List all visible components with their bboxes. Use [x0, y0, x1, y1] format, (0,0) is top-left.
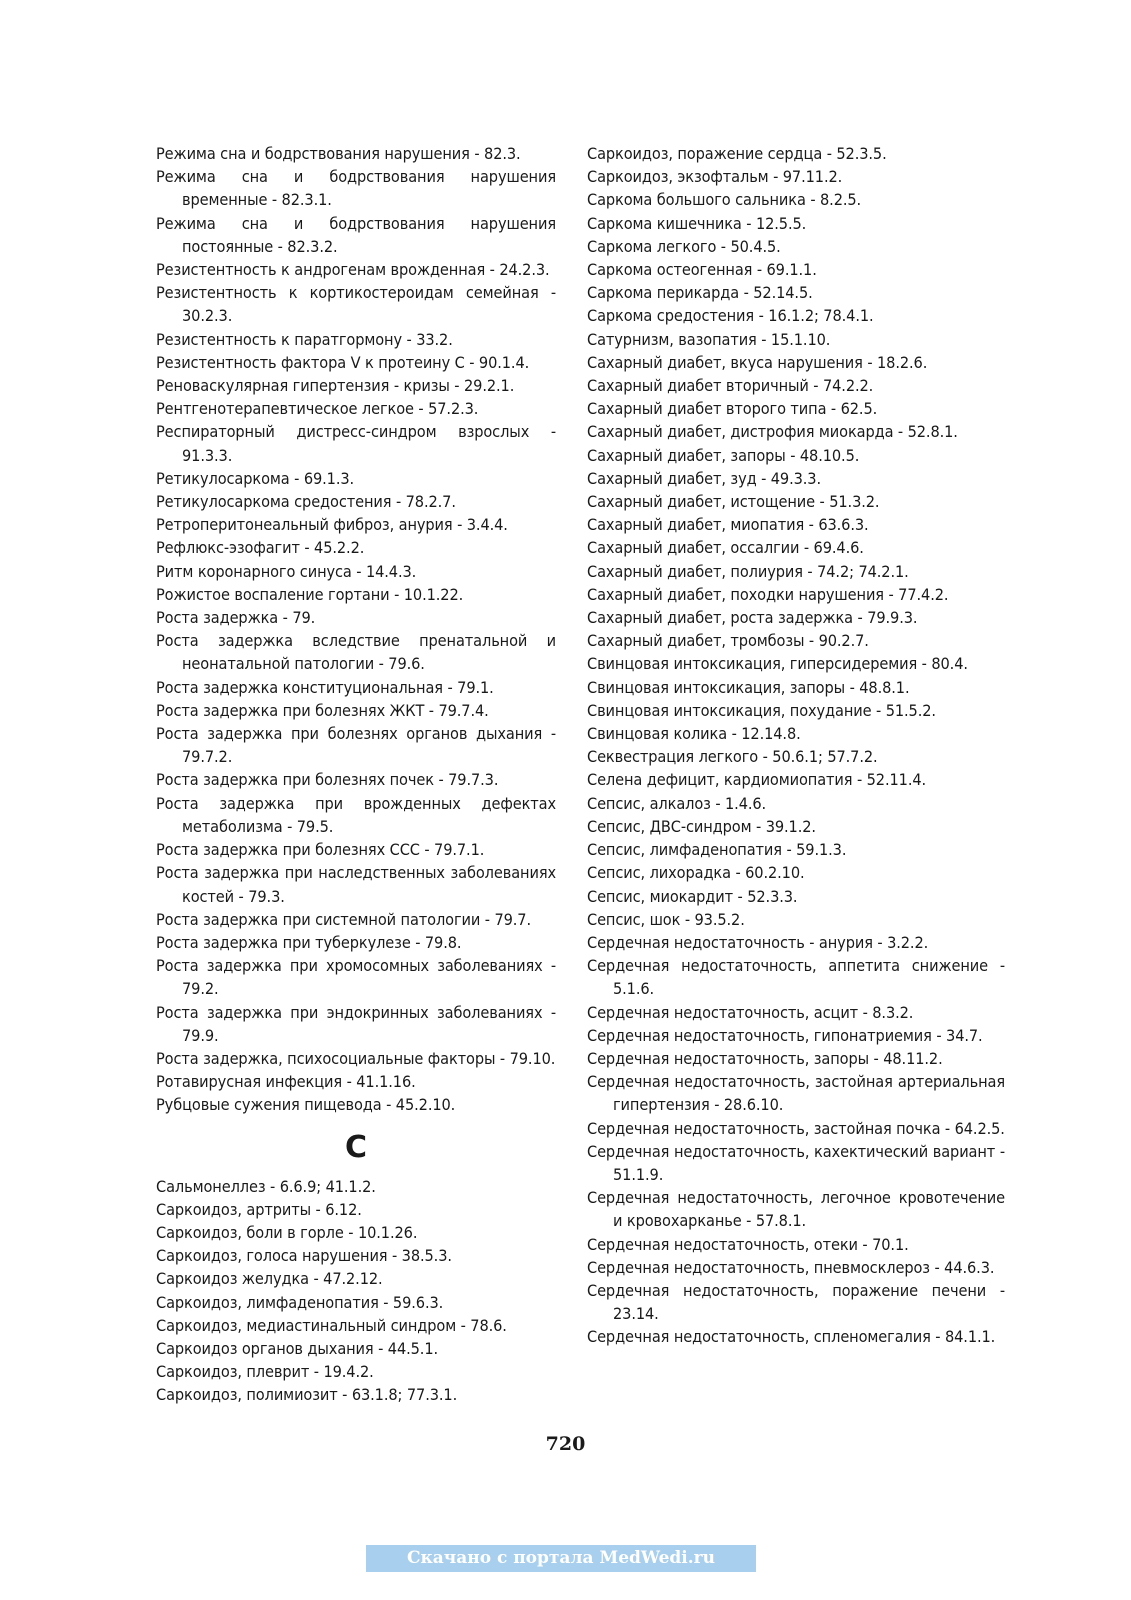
index-entry: Секвестрация легкого - 50.6.1; 57.7.2.	[587, 747, 878, 767]
index-entry: Свинцовая интоксикация, запоры - 48.8.1.	[587, 677, 910, 697]
index-entry: Сердечная недостаточность, отеки - 70.1.	[587, 1234, 909, 1254]
index-entry: Режима сна и бодрствования нарушения временные - 82.3.1.	[156, 167, 556, 210]
index-entry: Сахарный диабет, вкуса нарушения - 18.2.6.	[587, 352, 928, 372]
index-entry: Саркоидоз желудка - 47.2.12.	[156, 1269, 383, 1289]
index-entry: Сердечная недостаточность, поражение печени - 23.14.	[587, 1280, 1005, 1324]
index-entry: Роста задержка конституциональная - 79.1.	[156, 677, 494, 697]
index-entry: Саркоидоз, голоса нарушения - 38.5.3.	[156, 1246, 452, 1266]
index-entry: Роста задержка - 79.	[156, 608, 316, 628]
index-entry: Ретикулосаркома - 69.1.3.	[156, 468, 355, 488]
index-entry: Сепсис, ДВС-синдром - 39.1.2.	[587, 816, 816, 836]
index-entry: Сепсис, алкалоз - 1.4.6.	[587, 793, 767, 813]
index-entry: Свинцовая интоксикация, гиперсидеремия - 80.4.	[587, 654, 968, 674]
index-entry: Сахарный диабет, полиурия - 74.2; 74.2.1.	[587, 561, 909, 581]
index-entry: Саркома большого сальника - 8.2.5.	[587, 190, 862, 210]
index-entry: Резистентность фактора V к протеину С - 90.1.4.	[156, 352, 530, 372]
index-entry: Саркоидоз, полимиозит - 63.1.8; 77.3.1.	[156, 1385, 458, 1405]
entries-s-section-continued	[587, 142, 1005, 1349]
index-entry: Свинцовая интоксикация, похудание - 51.5.2.	[587, 700, 936, 720]
index-entry: Селена дефицит, кардиомиопатия - 52.11.4.	[587, 770, 927, 790]
index-entry: Сатурнизм, вазопатия - 15.1.10.	[587, 329, 831, 349]
section-heading: С	[345, 1129, 367, 1165]
index-entry: Сердечная недостаточность, запоры - 48.11.2.	[587, 1048, 943, 1068]
index-entry: Резистентность к паратгормону - 33.2.	[156, 329, 453, 349]
index-entry: Саркома перикарда - 52.14.5.	[587, 283, 813, 303]
index-entry: Саркоидоз, артриты - 6.12.	[156, 1199, 362, 1219]
index-entry: Сахарный диабет, походки нарушения - 77.4.2.	[587, 584, 949, 604]
index-entry: Реноваскулярная гипертензия - кризы - 29.2.1.	[156, 376, 515, 396]
index-entry: Сахарный диабет, дистрофия миокарда - 52.8.1.	[587, 422, 958, 442]
index-entry: Режима сна и бодрствования нарушения - 82.3.	[156, 144, 521, 163]
index-entry: Сепсис, лихорадка - 60.2.10.	[587, 863, 805, 883]
index-entry: Сальмонеллез - 6.6.9; 41.1.2.	[156, 1176, 376, 1196]
index-entry: Сахарный диабет, тромбозы - 90.2.7.	[587, 631, 869, 651]
index-entry: Сердечная недостаточность, асцит - 8.3.2.	[587, 1002, 914, 1022]
index-entry: Сердечная недостаточность, легочное кровотечение и кровохарканье - 57.8.1.	[587, 1188, 1005, 1231]
watermark-banner[interactable]: Скачано с портала MedWedi.ru	[366, 1545, 756, 1572]
index-entry: Сердечная недостаточность, пневмосклероз - 44.6.3.	[587, 1257, 995, 1277]
index-entry: Сахарный диабет, запоры - 48.10.5.	[587, 445, 860, 465]
index-entry: Сахарный диабет второго типа - 62.5.	[587, 399, 878, 419]
index-entry: Сердечная недостаточность, застойная почка - 64.2.5.	[587, 1118, 1005, 1138]
index-entry: Сахарный диабет, роста задержка - 79.9.3.	[587, 608, 918, 628]
index-entry: Свинцовая колика - 12.14.8.	[587, 724, 801, 744]
index-entry: Саркоидоз органов дыхания - 44.5.1.	[156, 1338, 439, 1358]
page-number: 720	[545, 1433, 586, 1455]
index-entry: Рефлюкс-эзофагит - 45.2.2.	[156, 538, 365, 558]
index-entry: Сердечная недостаточность, аппетита снижение - 5.1.6.	[587, 956, 1005, 999]
right-column	[587, 142, 1005, 1349]
index-entry: Сепсис, миокардит - 52.3.3.	[587, 886, 798, 906]
index-entry: Роста задержка при болезнях органов дыхания - 79.7.2.	[156, 724, 556, 767]
index-entry: Роста задержка при болезнях ССС - 79.7.1.	[156, 840, 485, 860]
index-entry: Саркома кишечника - 12.5.5.	[587, 213, 807, 233]
index-entry: Режима сна и бодрствования нарушения постоянные - 82.3.2.	[156, 213, 556, 256]
index-entry: Сахарный диабет, оссалгии - 69.4.6.	[587, 538, 864, 558]
index-entry: Саркома остеогенная - 69.1.1.	[587, 260, 817, 280]
index-entry: Рожистое воспаление гортани - 10.1.22.	[156, 584, 464, 604]
index-entry: Роста задержка вследствие пренатальной и неонатальной патологии - 79.6.	[156, 631, 556, 674]
index-entry: Сердечная недостаточность, гипонатриемия - 34.7.	[587, 1025, 983, 1045]
index-entry: Роста задержка при болезнях почек - 79.7.3.	[156, 770, 499, 790]
index-entry: Сахарный диабет, зуд - 49.3.3.	[587, 468, 821, 488]
index-entry: Резистентность к кортикостероидам семейная - 30.2.3.	[156, 283, 556, 326]
index-entry: Ритм коронарного синуса - 14.4.3.	[156, 561, 417, 581]
entries-r-section	[156, 142, 556, 1117]
index-entry: Рубцовые сужения пищевода - 45.2.10.	[156, 1095, 456, 1115]
index-entry: Саркоидоз, лимфаденопатия - 59.6.3.	[156, 1292, 444, 1312]
index-entry: Роста задержка, психосоциальные факторы - 79.10.	[156, 1048, 556, 1068]
index-entry: Саркома легкого - 50.4.5.	[587, 236, 781, 256]
index-entry: Резистентность к андрогенам врожденная - 24.2.3.	[156, 260, 550, 280]
index-entry: Сердечная недостаточность, спленомегалия - 84.1.1.	[587, 1327, 996, 1347]
index-entry: Саркоидоз, медиастинальный синдром - 78.6.	[156, 1315, 507, 1335]
index-entry: Роста задержка при хромосомных заболеваниях - 79.2.	[156, 956, 556, 999]
index-entry: Роста задержка при наследственных заболеваниях костей - 79.3.	[156, 863, 556, 906]
left-column	[156, 142, 556, 1407]
index-entry: Саркома средостения - 16.1.2; 78.4.1.	[587, 306, 874, 326]
index-entry: Саркоидоз, поражение сердца - 52.3.5.	[587, 144, 887, 163]
index-entry: Рентгенотерапевтическое легкое - 57.2.3.	[156, 399, 479, 419]
index-entry: Саркоидоз, боли в горле - 10.1.26.	[156, 1222, 418, 1242]
index-entry: Сердечная недостаточность, застойная артериальная гипертензия - 28.6.10.	[587, 1072, 1005, 1115]
index-entry: Роста задержка при системной патологии - 79.7.	[156, 909, 531, 929]
index-entry: Ретикулосаркома средостения - 78.2.7.	[156, 492, 456, 512]
index-entry: Роста задержка при эндокринных заболеваниях - 79.9.	[156, 1002, 556, 1045]
index-entry: Респираторный дистресс-синдром взрослых - 91.3.3.	[156, 422, 556, 465]
index-entry: Ретроперитонеальный фиброз, анурия - 3.4.4.	[156, 515, 508, 535]
index-entry: Сахарный диабет, миопатия - 63.6.3.	[587, 515, 869, 535]
index-entry: Сахарный диабет вторичный - 74.2.2.	[587, 376, 874, 396]
index-entry: Ротавирусная инфекция - 41.1.16.	[156, 1072, 416, 1092]
index-entry: Сахарный диабет, истощение - 51.3.2.	[587, 492, 880, 512]
index-entry: Роста задержка при туберкулезе - 79.8.	[156, 932, 462, 952]
index-entry: Сердечная недостаточность, кахектический вариант - 51.1.9.	[587, 1141, 1005, 1184]
index-entry: Сепсис, шок - 93.5.2.	[587, 909, 745, 929]
index-entry: Роста задержка при врожденных дефектах метаболизма - 79.5.	[156, 793, 556, 836]
index-entry: Роста задержка при болезнях ЖКТ - 79.7.4.	[156, 700, 489, 720]
index-entry: Сердечная недостаточность - анурия - 3.2.2.	[587, 932, 929, 952]
index-entry: Саркоидоз, плеврит - 19.4.2.	[156, 1362, 374, 1382]
index-entry: Сепсис, лимфаденопатия - 59.1.3.	[587, 840, 847, 860]
entries-s-section-start	[156, 1175, 556, 1407]
index-entry: Саркоидоз, экзофтальм - 97.11.2.	[587, 167, 843, 187]
